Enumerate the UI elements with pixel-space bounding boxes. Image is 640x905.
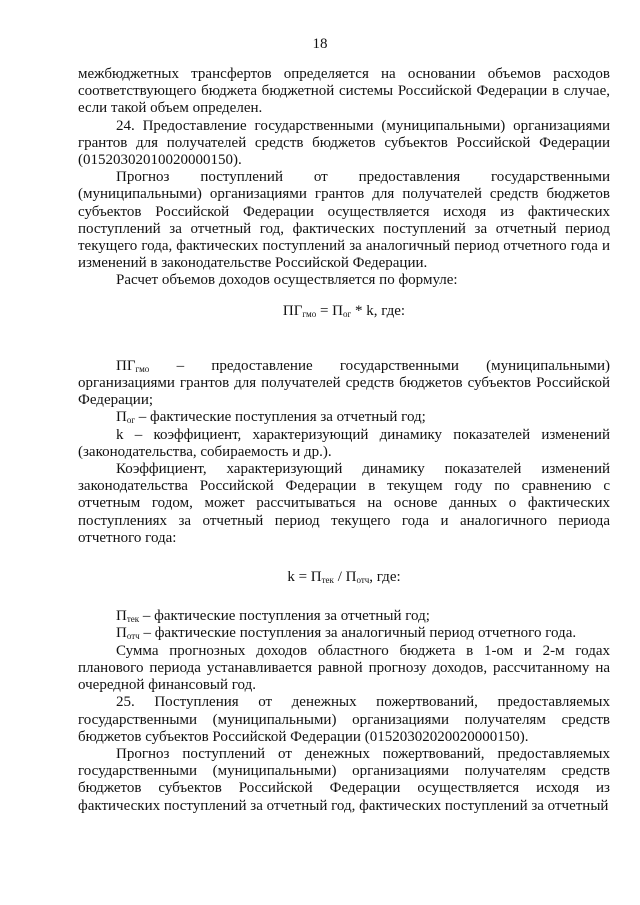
paragraph-forecast-grants: Прогноз поступлений от предоставления государственными (муниципальными) организациями грантов для получателей средств бюджетов субъектов Российской Федерации осуществляется исходя из фактических поступлений за отчетный год, фактических поступлений за отчетный период текущего года, фактических поступлений за аналогичный период отчетного года и изменений в законодательстве Российской Федерации. xyxy=(78,169,610,272)
formula-pg-gmo: $ПГ_{гмо} = П_{ог} * k$, где: xyxy=(282,302,406,319)
paragraph-continuation: межбюджетных трансфертов определяется на основании объемов расходов соответствующего бюджета бюджетной системы Российской Федерации в случае, если такой объем определен. xyxy=(78,66,610,117)
definition-p-otch: $П_{отч}$ – фактические поступления за аналогичный период отчетного года. xyxy=(116,625,577,642)
definition-p-og: $П_{ог}$ – фактические поступления за отчетный год; xyxy=(116,409,426,426)
paragraph-coefficient: Коэффициент, характеризующий динамику показателей изменений законодательства Российской Федерации в текущем году по сравнению с отчетным годом, может рассчитываться на основе данных о фактических поступлениях за отчетный период текущего года и аналогичного периода отчетного года: xyxy=(78,461,610,546)
page-number: 18 xyxy=(312,36,328,52)
definition-p-tek: $П_{тек}$ – фактические поступления за отчетный год; xyxy=(116,608,430,625)
paragraph-forecast-donations: Прогноз поступлений от денежных пожертвований, предоставляемых государственными (муниципальными) организациями получателям средств бюджетов субъектов Российской Федерации осуществляется исходя из фактических поступлений за отчетный год, фактических поступлений за отчетный xyxy=(78,745,610,814)
formula-k: $k = П_{тек} / П_{отч}$, где: xyxy=(287,569,401,586)
document-body xyxy=(78,66,610,815)
section-24-heading: 24. Предоставление государственными (муниципальными) организациями грантов для получателей средств бюджетов субъектов Российской Федерации (01520302010020000150). xyxy=(78,117,610,169)
section-25-heading: 25. Поступления от денежных пожертвований, предоставляемых государственными (муниципальными) организациями получателям средств бюджетов субъектов Российской Федерации (01520302020020000150). xyxy=(78,694,610,745)
definition-pg-gmo: $ПГ_{гмо}$ – предоставление государственными (муниципальными) организациями грантов для получателей средств бюджетов субъектов Российской Федерации; xyxy=(78,357,610,409)
paragraph-planning-period: Сумма прогнозных доходов областного бюджета в 1-ом и 2-м годах планового периода устанавливается равной прогнозу доходов, рассчитанному на очередной финансовый год. xyxy=(78,642,610,694)
definition-k: k – коэффициент, характеризующий динамику показателей изменений (законодательства, собираемость и др.). xyxy=(78,426,610,460)
paragraph-formula-intro: Расчет объемов доходов осуществляется по формуле: xyxy=(116,272,458,289)
